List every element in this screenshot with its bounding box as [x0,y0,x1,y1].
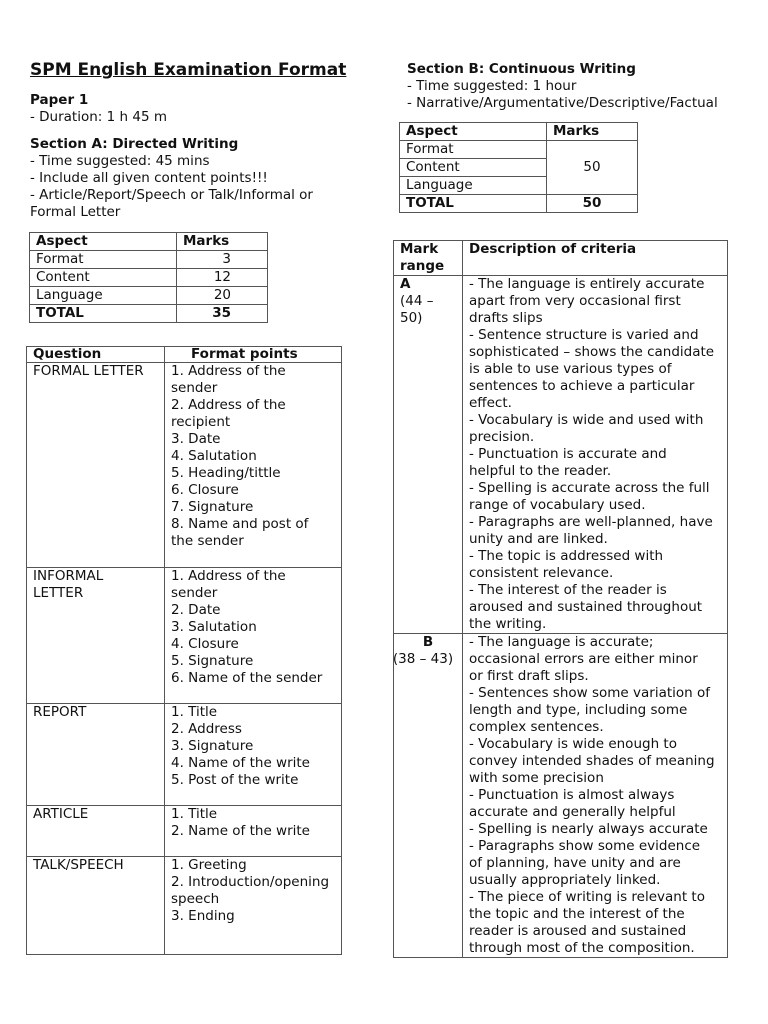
points-list [171,363,335,550]
list-item: 4. Closure [171,636,239,652]
total-label: TOTAL [400,195,547,213]
list-item: convey intended shades of meaning [469,753,715,769]
question-cell: REPORT [27,704,165,806]
combined-marks-cell: 50 [547,141,638,195]
list-item: is able to use various types of [469,361,672,377]
list-item: reader is aroused and sustained [469,923,687,939]
list-item: range of vocabulary used. [469,497,646,513]
list-item: - Vocabulary is wide enough to [469,736,677,752]
grade-cell [394,276,463,634]
list-item: of planning, have unity and are [469,855,681,871]
list-item: recipient [171,414,231,430]
header-question: Question [27,347,165,363]
list-item: - Vocabulary is wide and used with [469,412,704,428]
table-row [27,704,342,806]
list-item: sentences to achieve a particular [469,378,695,394]
section-b-marks-table [399,122,638,213]
section-a-details [30,153,313,221]
description-cell [463,276,728,634]
table-row [27,857,342,955]
question-cell: ARTICLE [27,806,165,857]
header-mark-range [394,241,463,276]
list-item: precision. [469,429,535,445]
points-list [171,704,335,789]
list-item: 3. Ending [171,908,235,924]
list-item: - Paragraphs are well-planned, have [469,514,713,530]
header-mark-range-text: Mark range [400,241,445,274]
aspect-cell: Content [30,269,177,287]
page-title: SPM English Examination Format [30,60,347,80]
aspect-cell: Content [400,159,547,177]
section-a-marks-table [29,232,268,323]
table-row [30,287,268,305]
list-item: - The piece of writing is relevant to [469,889,705,905]
list-item: speech [171,891,220,907]
list-item: complex sentences. [469,719,604,735]
section-b-line: - Narrative/Argumentative/Descriptive/Factual [407,95,718,111]
table-row [27,363,342,568]
list-item: - The interest of the reader is [469,582,667,598]
grade-range: (38 – 43) [392,651,454,667]
header-description: Description of criteria [463,241,728,276]
aspect-cell: Language [400,177,547,195]
format-points-table [26,346,342,955]
list-item: 7. Signature [171,499,254,515]
list-item: with some precision [469,770,604,786]
list-item: unity and are linked. [469,531,608,547]
list-item: 2. Introduction/opening [171,874,330,890]
header-aspect: Aspect [30,233,177,251]
table-total-row [30,305,268,323]
list-item: 2. Address [171,721,242,737]
points-list [171,857,335,925]
table-row [400,141,638,159]
list-item: 2. Name of the write [171,823,310,839]
table-row [394,634,728,958]
list-item: occasional errors are either minor [469,651,698,667]
list-item: 8. Name and post of [171,516,309,532]
section-a-line: - Article/Report/Speech or Talk/Informal or [30,187,313,203]
aspect-cell: Format [30,251,177,269]
header-format-points: Format points [165,347,342,363]
section-a-line: - Include all given content points!!! [30,170,268,186]
list-item: sender [171,380,218,396]
section-b-details [407,78,718,112]
list-item: the topic and the interest of the [469,906,685,922]
list-item: 4. Name of the write [171,755,310,771]
header-marks: Marks [177,233,268,251]
list-item: 3. Salutation [171,619,257,635]
points-cell [165,568,342,704]
points-cell [165,363,342,568]
question-cell [27,568,165,704]
list-item: sophisticated – shows the candidate [469,344,715,360]
list-item: 3. Date [171,431,221,447]
list-item: - Spelling is accurate across the full [469,480,710,496]
list-item: consistent relevance. [469,565,614,581]
list-item: 1. Title [171,806,218,822]
list-item: sender [171,585,218,601]
points-cell [165,704,342,806]
table-total-row [400,195,638,213]
list-item: - Paragraphs show some evidence [469,838,701,854]
list-item: effect. [469,395,512,411]
list-item: 2. Address of the [171,397,286,413]
marks-cell: 3 [177,251,268,269]
list-item: - Sentence structure is varied and [469,327,699,343]
list-item: 6. Closure [171,482,239,498]
table-header-row [27,347,342,363]
points-cell [165,857,342,955]
table-header-row [30,233,268,251]
list-item: aroused and sustained throughout [469,599,703,615]
list-item: - Spelling is nearly always accurate [469,821,708,837]
description-cell [463,634,728,958]
table-header-row [394,241,728,276]
question-text: INFORMAL LETTER [33,568,104,601]
section-a-line: Formal Letter [30,204,121,220]
list-item: - Punctuation is accurate and [469,446,667,462]
criteria-list [469,276,721,633]
section-b-line: - Time suggested: 1 hour [407,78,577,94]
paper-duration: - Duration: 1 h 45 m [30,109,167,125]
list-item: - The language is accurate; [469,634,654,650]
points-list [171,806,335,840]
table-row [30,251,268,269]
list-item: - The topic is addressed with [469,548,664,564]
marks-cell: 20 [177,287,268,305]
question-cell: TALK/SPEECH [27,857,165,955]
list-item: 5. Post of the write [171,772,299,788]
grade-letter: B [422,634,434,650]
list-item: 5. Heading/tittle [171,465,281,481]
list-item: 2. Date [171,602,221,618]
list-item: 1. Greeting [171,857,247,873]
table-header-row [400,123,638,141]
list-item: the writing. [469,616,547,632]
list-item: accurate and generally helpful [469,804,676,820]
list-item: the sender [171,533,244,549]
table-row [27,806,342,857]
list-item: 5. Signature [171,653,254,669]
criteria-list [469,634,721,957]
list-item: - Punctuation is almost always [469,787,675,803]
grade-cell [394,634,463,958]
total-label: TOTAL [30,305,177,323]
aspect-cell: Language [30,287,177,305]
list-item: 1. Address of the [171,568,286,584]
table-row [394,276,728,634]
list-item: usually appropriately linked. [469,872,661,888]
question-cell: FORMAL LETTER [27,363,165,568]
points-cell [165,806,342,857]
list-item: through most of the composition. [469,940,695,956]
list-item: 4. Salutation [171,448,257,464]
section-a-line: - Time suggested: 45 mins [30,153,210,169]
header-aspect: Aspect [400,123,547,141]
section-a-heading: Section A: Directed Writing [30,136,239,152]
grade-range: (44 – 50) [400,293,434,326]
list-item: helpful to the reader. [469,463,612,479]
criteria-table [393,240,728,958]
list-item: 1. Address of the [171,363,286,379]
list-item: apart from very occasional first [469,293,681,309]
paper-heading: Paper 1 [30,92,89,108]
list-item: drafts slips [469,310,543,326]
points-list [171,568,335,687]
list-item: 3. Signature [171,738,254,754]
aspect-cell: Format [400,141,547,159]
total-value: 50 [547,195,638,213]
list-item: length and type, including some [469,702,688,718]
grade-letter: A [400,276,411,292]
section-b-heading: Section B: Continuous Writing [407,61,636,77]
table-row [30,269,268,287]
table-row [27,568,342,704]
marks-cell: 12 [177,269,268,287]
list-item: 6. Name of the sender [171,670,323,686]
total-value: 35 [177,305,268,323]
list-item: - Sentences show some variation of [469,685,711,701]
list-item: or first draft slips. [469,668,589,684]
list-item: - The language is entirely accurate [469,276,705,292]
list-item: 1. Title [171,704,218,720]
header-marks: Marks [547,123,638,141]
